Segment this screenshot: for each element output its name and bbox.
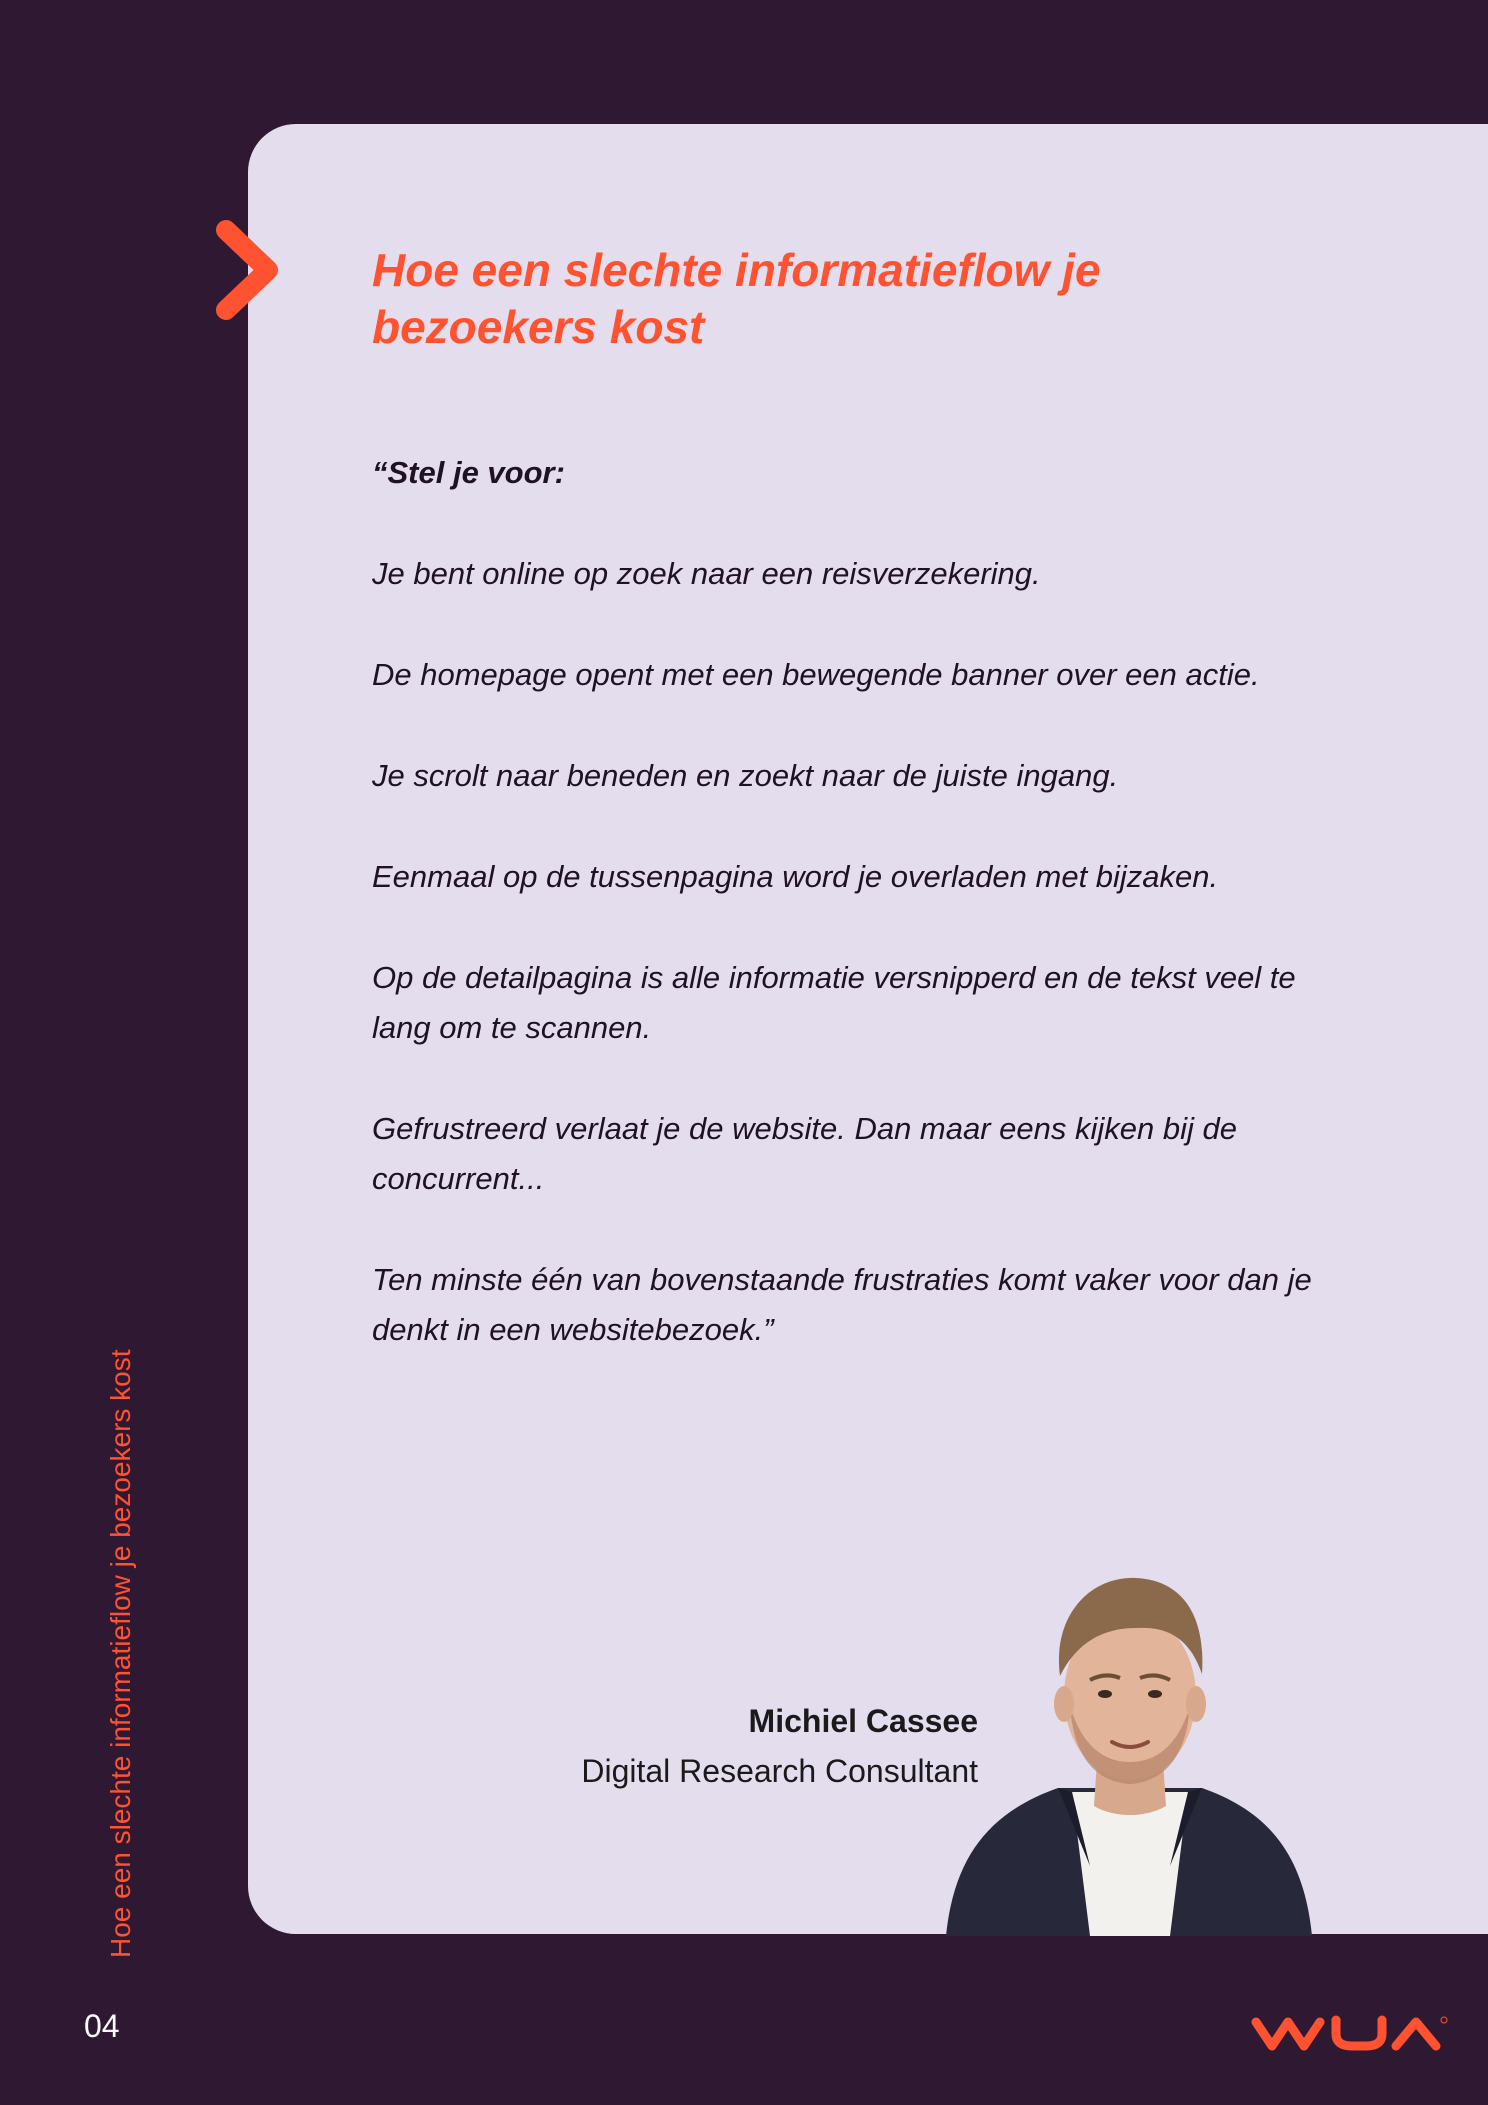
chevron-right-icon [214,218,284,322]
author-portrait [940,1556,1320,1936]
quote-lead: “Stel je voor: [372,455,565,490]
author-name: Michiel Cassee [748,1703,978,1739]
wua-logo [1250,2014,1448,2052]
side-title: Hoe een slechte informatieflow je bezoekers kost [105,1349,136,1958]
author-block [581,1696,978,1796]
author-role: Digital Research Consultant [581,1753,978,1789]
quote-paragraph: Je scrolt naar beneden en zoekt naar de juiste ingang. [372,758,1119,793]
quote-paragraph: Je bent online op zoek naar een reisverzekering. [372,556,1041,591]
quote-block [372,448,1352,1406]
quote-paragraph: Gefrustreerd verlaat je de website. Dan maar eens kijken bij de concurrent... [372,1111,1237,1196]
quote-paragraph: Op de detailpagina is alle informatie versnipperd en de tekst veel te lang om te scannen. [372,960,1296,1045]
quote-paragraph: Eenmaal op de tussenpagina word je overladen met bijzaken. [372,859,1219,894]
page-title: Hoe een slechte informatieflow je bezoekers kost [372,244,1101,353]
page-number: 04 [84,2008,120,2044]
quote-paragraph: Ten minste één van bovenstaande frustraties komt vaker voor dan je denkt in een websitebezoek.” [372,1262,1312,1347]
quote-paragraph: De homepage opent met een bewegende banner over een actie. [372,657,1260,692]
